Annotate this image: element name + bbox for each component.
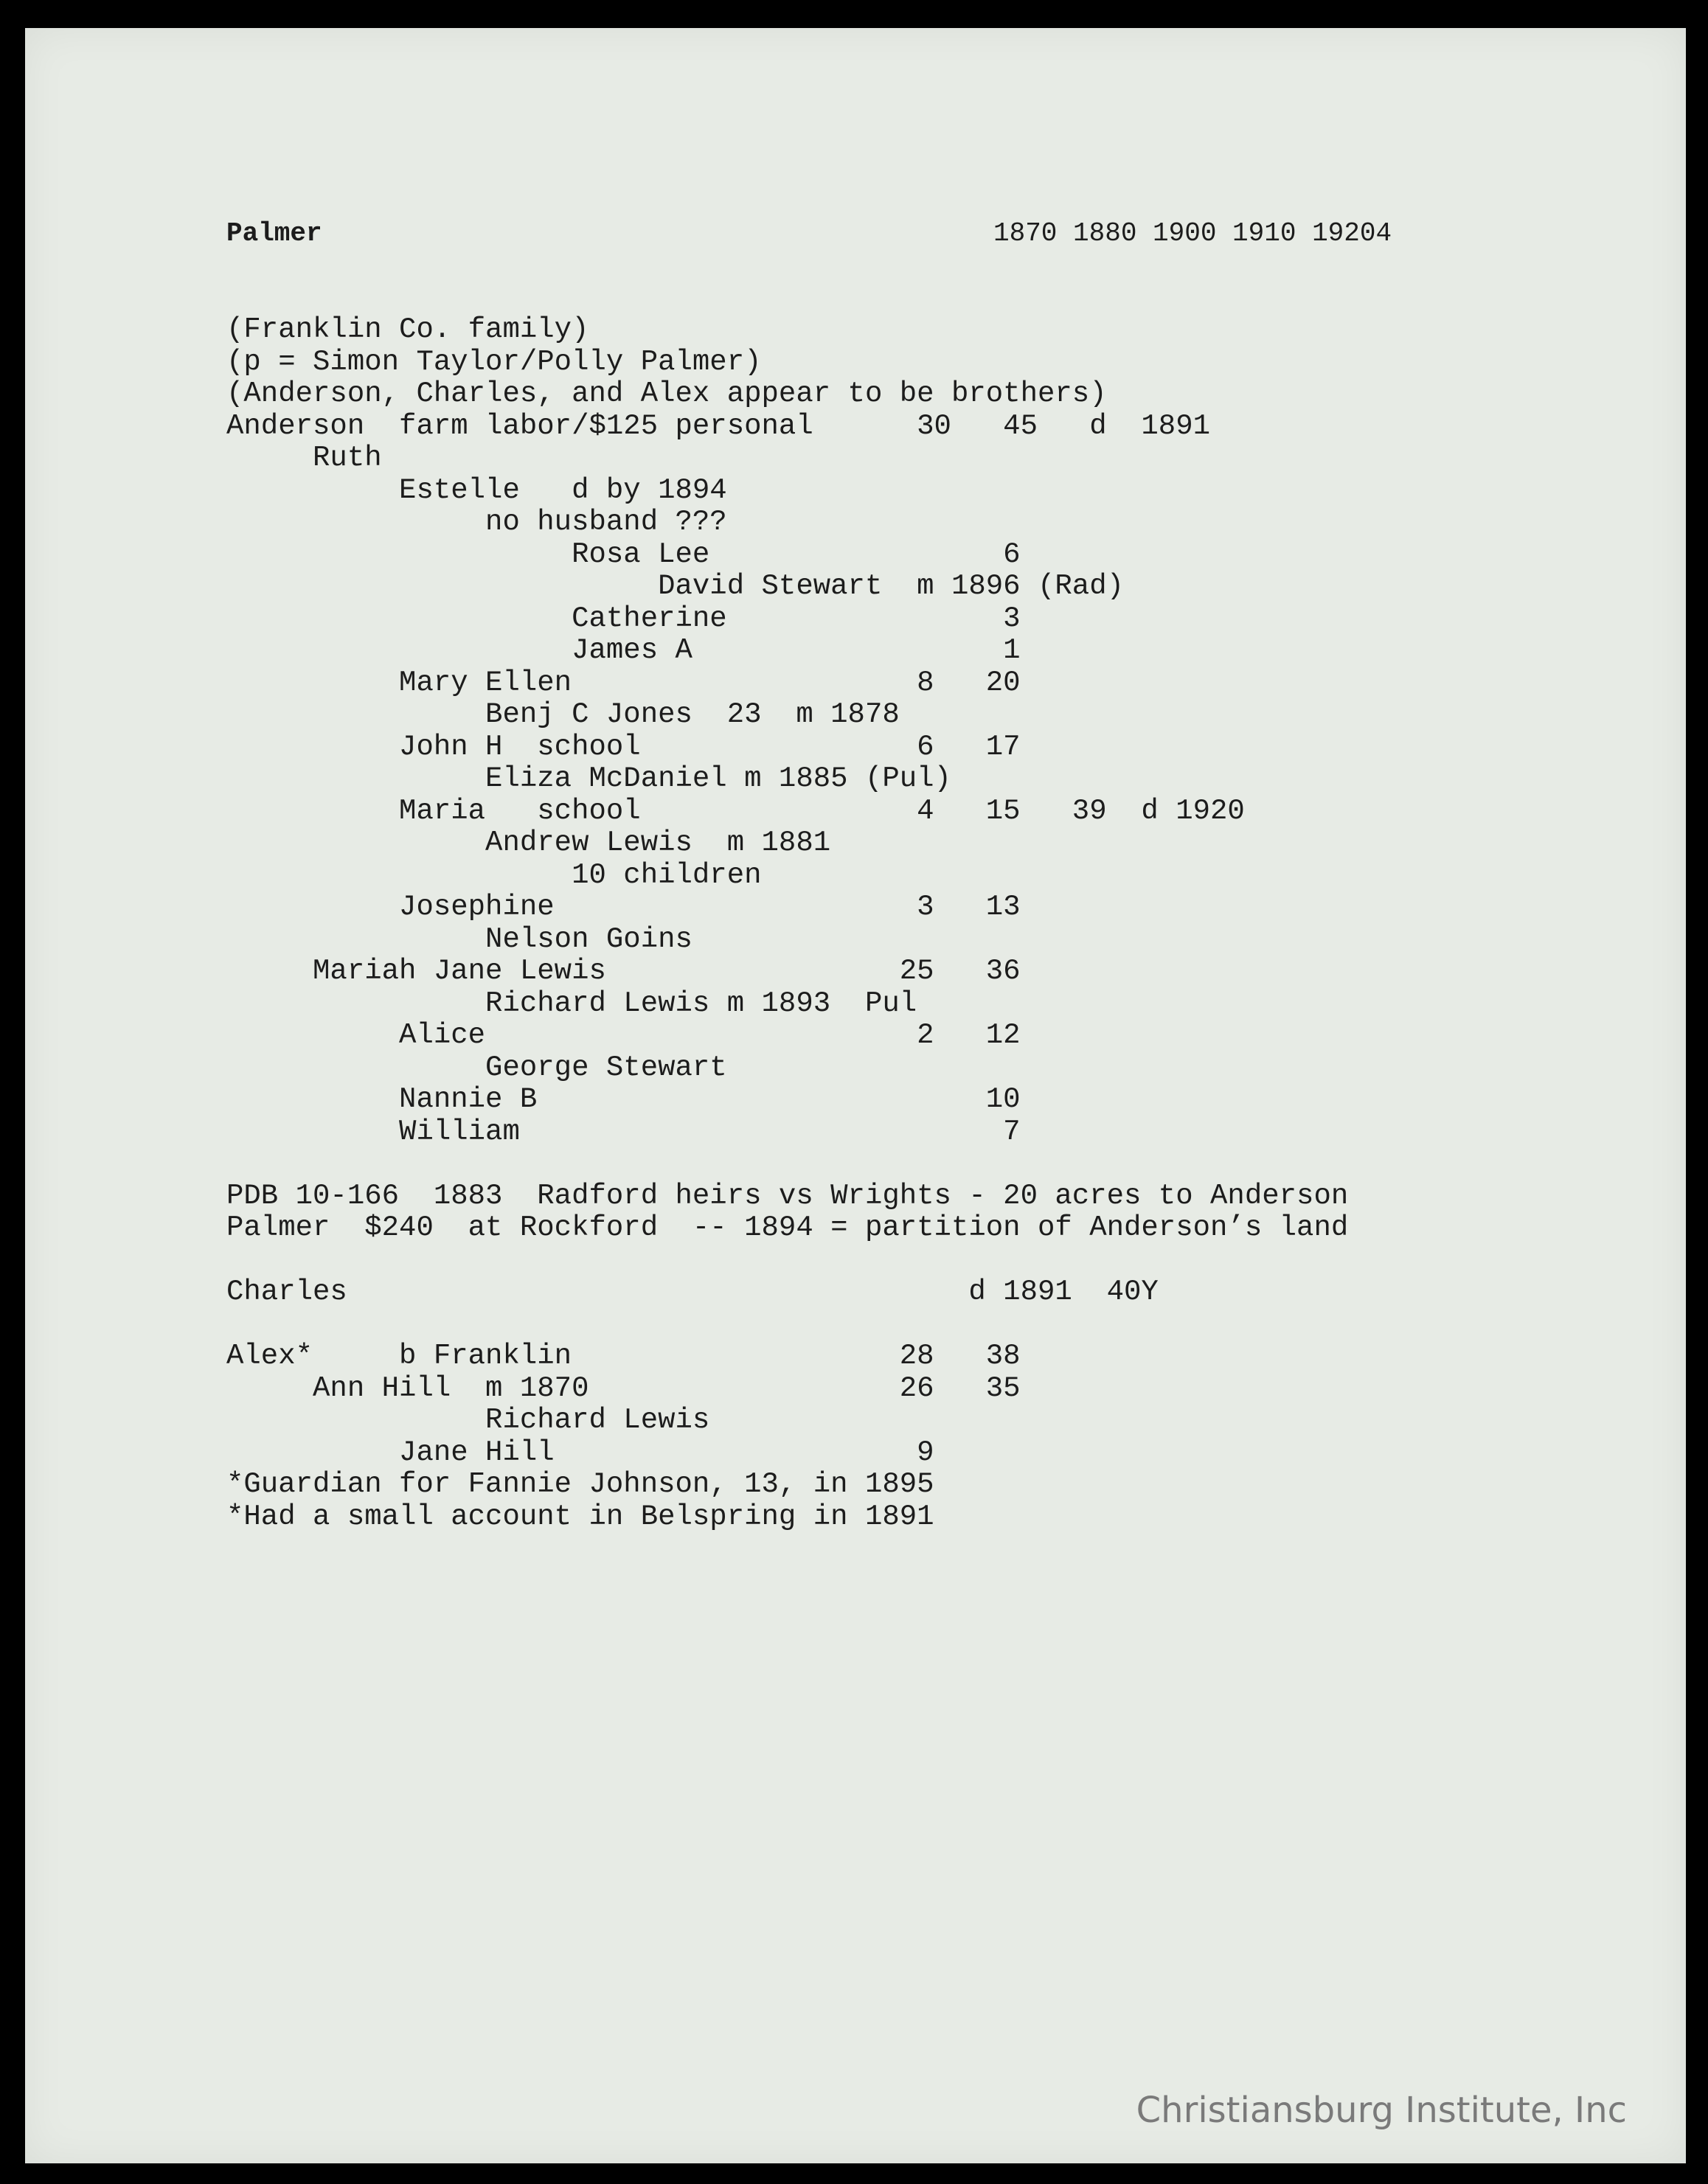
text-line: Jane Hill 9 <box>226 1436 934 1469</box>
text-line: Benj C Jones 23 m 1878 <box>226 698 900 731</box>
text-line: Anderson farm labor/$125 personal 30 45 d 1891 <box>226 409 1211 442</box>
text-line: Alex* b Franklin 28 38 <box>226 1340 1021 1372</box>
family-surname: Palmer <box>226 218 322 248</box>
text-line: 10 children <box>226 858 762 891</box>
watermark-text: Christiansburg Institute, Inc <box>1136 2090 1627 2131</box>
text-line: PDB 10-166 1883 Radford heirs vs Wrights - 20 acres to Anderson <box>226 1179 1349 1212</box>
blank-line <box>226 1148 1517 1180</box>
text-line: Andrew Lewis m 1881 <box>226 827 831 859</box>
text-line: Catherine 3 <box>226 602 1021 635</box>
document-body <box>226 314 1517 1533</box>
text-line: Mary Ellen 8 20 <box>226 666 1021 699</box>
text-line: (Franklin Co. family) <box>226 313 589 346</box>
text-line: Estelle d by 1894 <box>226 473 727 507</box>
text-line: William 7 <box>226 1115 1021 1148</box>
text-line: David Stewart m 1896 (Rad) <box>226 570 1124 602</box>
text-line: Ann Hill m 1870 26 35 <box>226 1371 1021 1405</box>
text-line: John H school 6 17 <box>226 730 1021 763</box>
text-line: Mariah Jane Lewis 25 36 <box>226 955 1021 987</box>
census-years: 1870 1880 1900 1910 19204 <box>993 218 1392 248</box>
blank-line <box>226 1245 1517 1277</box>
text-line: Richard Lewis <box>226 1404 710 1436</box>
text-line: Alice 2 12 <box>226 1019 1021 1051</box>
text-line: Nelson Goins <box>226 922 692 956</box>
text-line: *Had a small account in Belspring in 1891 <box>226 1500 934 1533</box>
text-line: Richard Lewis m 1893 Pul <box>226 987 917 1020</box>
text-line: (Anderson, Charles, and Alex appear to be brothers) <box>226 378 1107 410</box>
text-line: (p = Simon Taylor/Polly Palmer) <box>226 345 762 378</box>
text-line: Palmer $240 at Rockford -- 1894 = partition of Anderson’s land <box>226 1211 1349 1244</box>
text-line: Charles d 1891 40Y <box>226 1276 1159 1308</box>
text-line: Rosa Lee 6 <box>226 538 1021 571</box>
blank-line <box>226 1309 1517 1341</box>
text-line: George Stewart <box>226 1051 727 1084</box>
text-line: no husband ??? <box>226 506 727 538</box>
text-line: Eliza McDaniel m 1885 (Pul) <box>226 762 951 795</box>
text-line: Ruth <box>226 442 382 474</box>
text-line: Nannie B 10 <box>226 1083 1021 1116</box>
text-line: Josephine 3 13 <box>226 891 1021 923</box>
text-line: Maria school 4 15 39 d 1920 <box>226 794 1245 827</box>
text-line: James A 1 <box>226 634 1021 667</box>
text-line: *Guardian for Fannie Johnson, 13, in 1895 <box>226 1468 934 1500</box>
